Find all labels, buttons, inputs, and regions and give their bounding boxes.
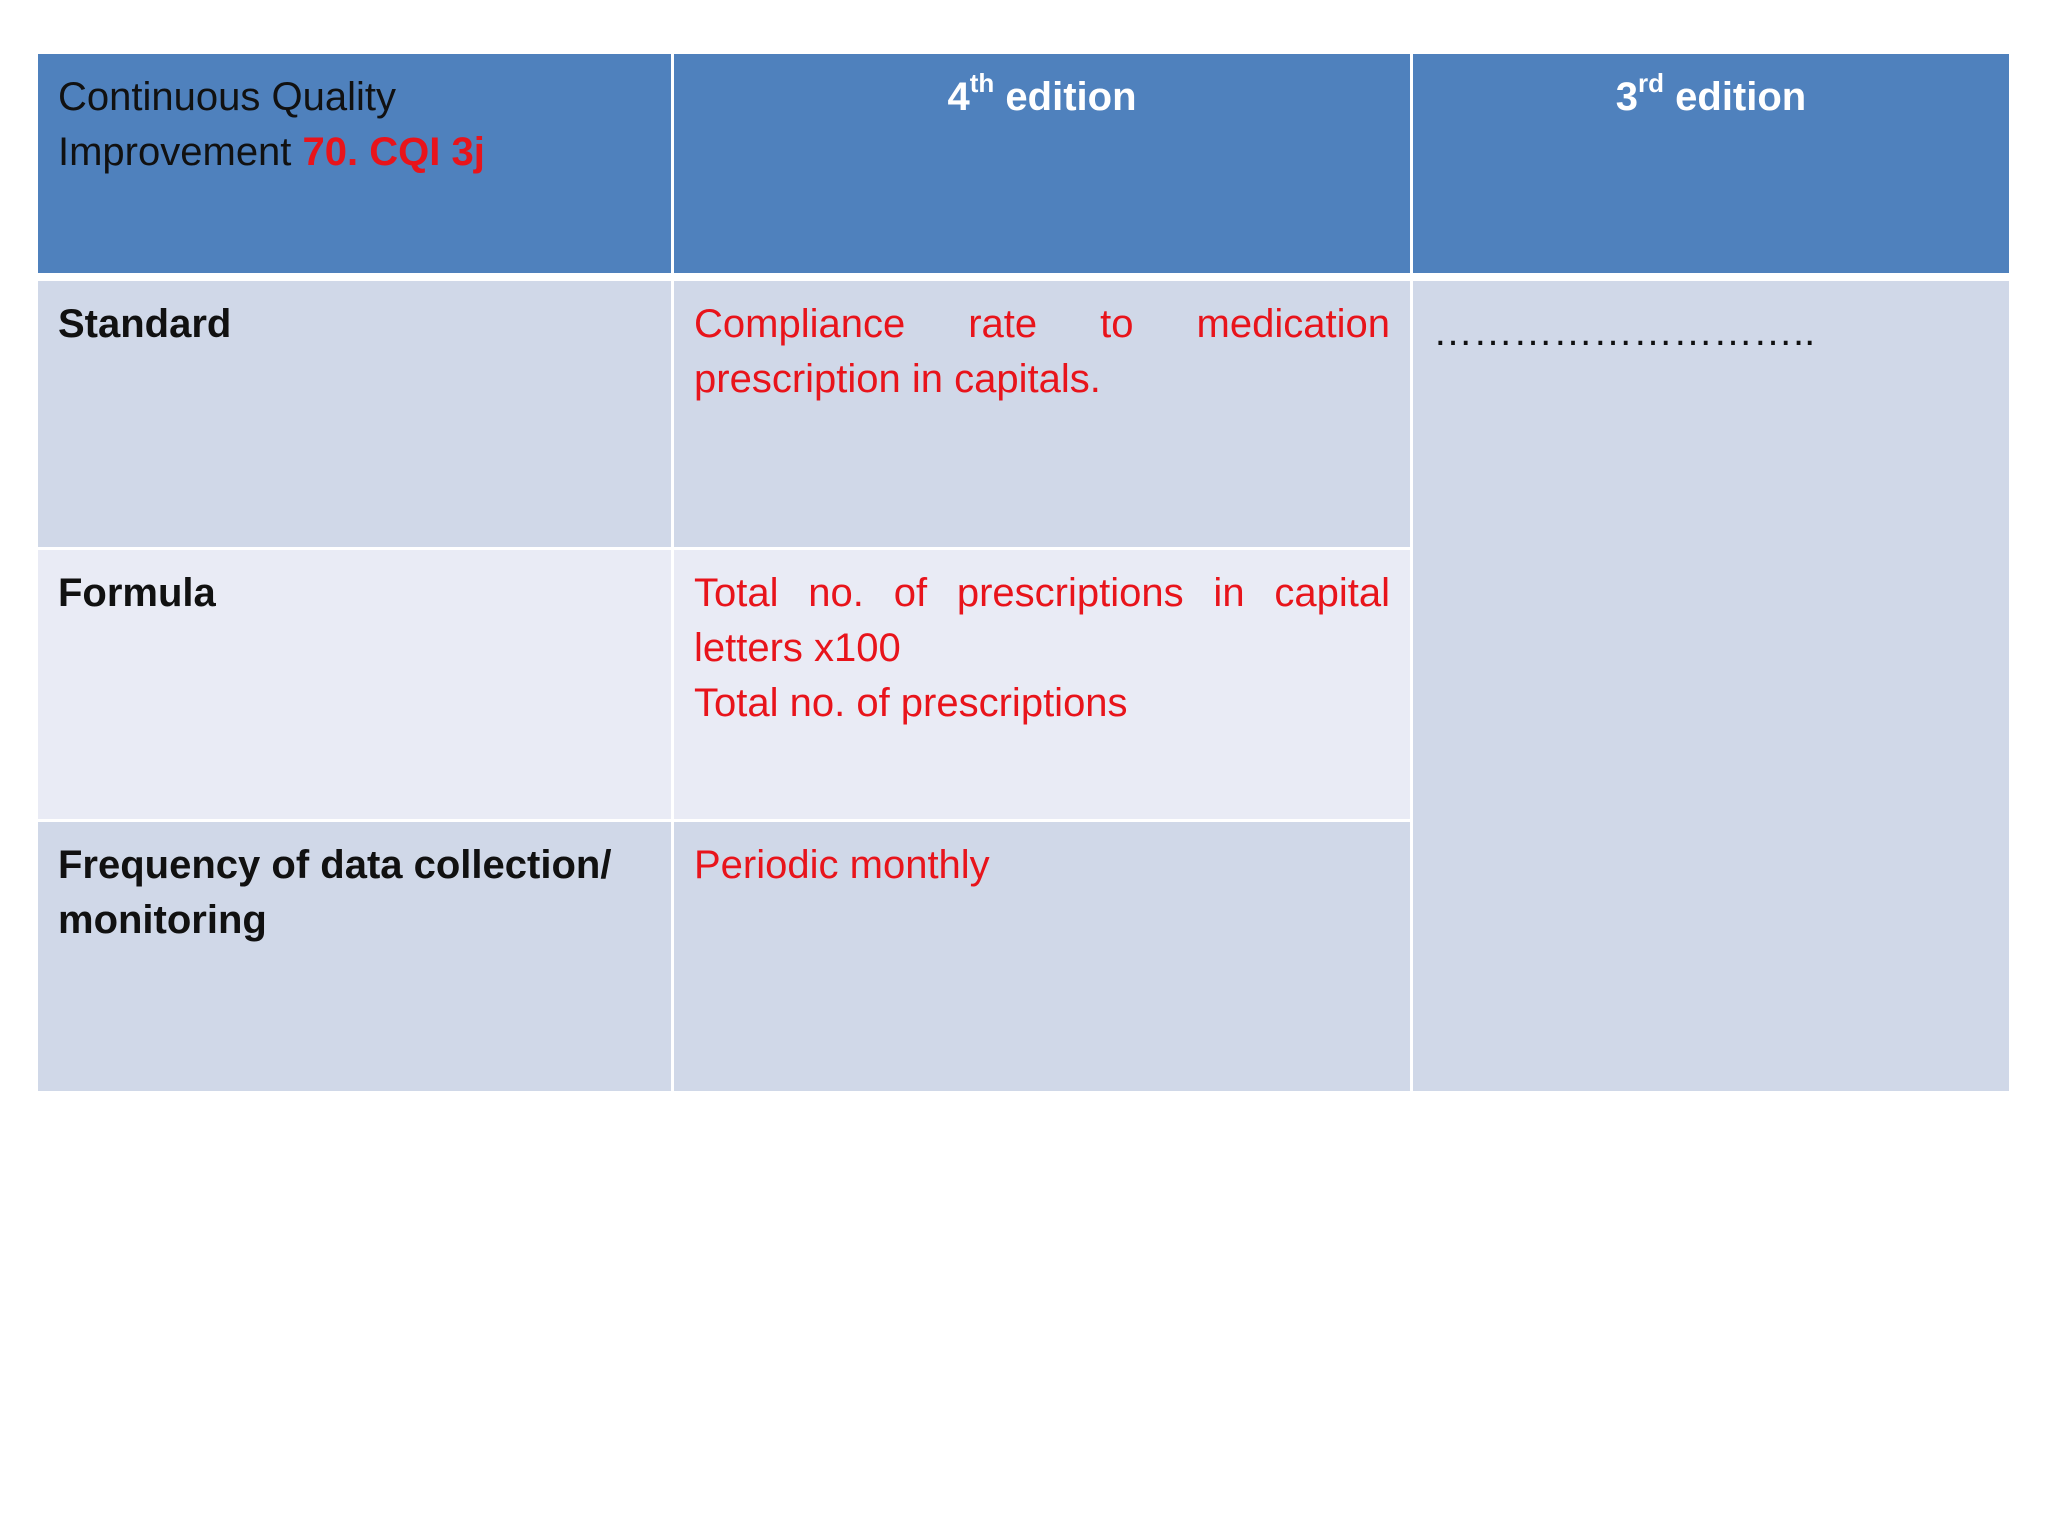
row-label-formula: Formula <box>37 549 673 821</box>
header-4th-edition <box>673 53 1412 277</box>
standard-value-line: Compliance rate to medication prescription in capitals. <box>694 301 1390 401</box>
row-value-frequency <box>673 821 1412 1093</box>
header-4th-sup: th <box>969 67 995 98</box>
header-topic-line1: Continuous Quality <box>58 75 396 119</box>
header-3rd-edition <box>1412 53 2011 277</box>
third-edition-placeholder: ……………………….. <box>1433 309 1816 354</box>
header-3rd-num: 3 <box>1615 75 1639 119</box>
header-4th-word: edition <box>1005 75 1137 119</box>
header-3rd-sup: rd <box>1638 67 1665 98</box>
table-header-row <box>37 53 2011 277</box>
row-value-formula <box>673 549 1412 821</box>
cqi-comparison-table <box>35 51 2012 1094</box>
header-3rd-word: edition <box>1675 75 1807 119</box>
header-4th-num: 4 <box>947 75 970 119</box>
header-topic-code: 70. CQI 3j <box>302 130 485 174</box>
row-value-standard <box>673 277 1412 549</box>
table-row-standard <box>37 277 2011 549</box>
row-label-standard: Standard <box>37 277 673 549</box>
header-topic-cell <box>37 53 673 277</box>
third-edition-value-cell <box>1412 277 2011 1093</box>
frequency-value-line: Periodic monthly <box>694 843 990 887</box>
header-topic-line2: Improvement <box>58 130 292 174</box>
formula-denominator: Total no. of prescriptions <box>694 681 1128 725</box>
formula-numerator: Total no. of prescriptions in capital letters x100 <box>694 571 1390 670</box>
row-label-frequency: Frequency of data collection/ monitoring <box>37 821 673 1093</box>
